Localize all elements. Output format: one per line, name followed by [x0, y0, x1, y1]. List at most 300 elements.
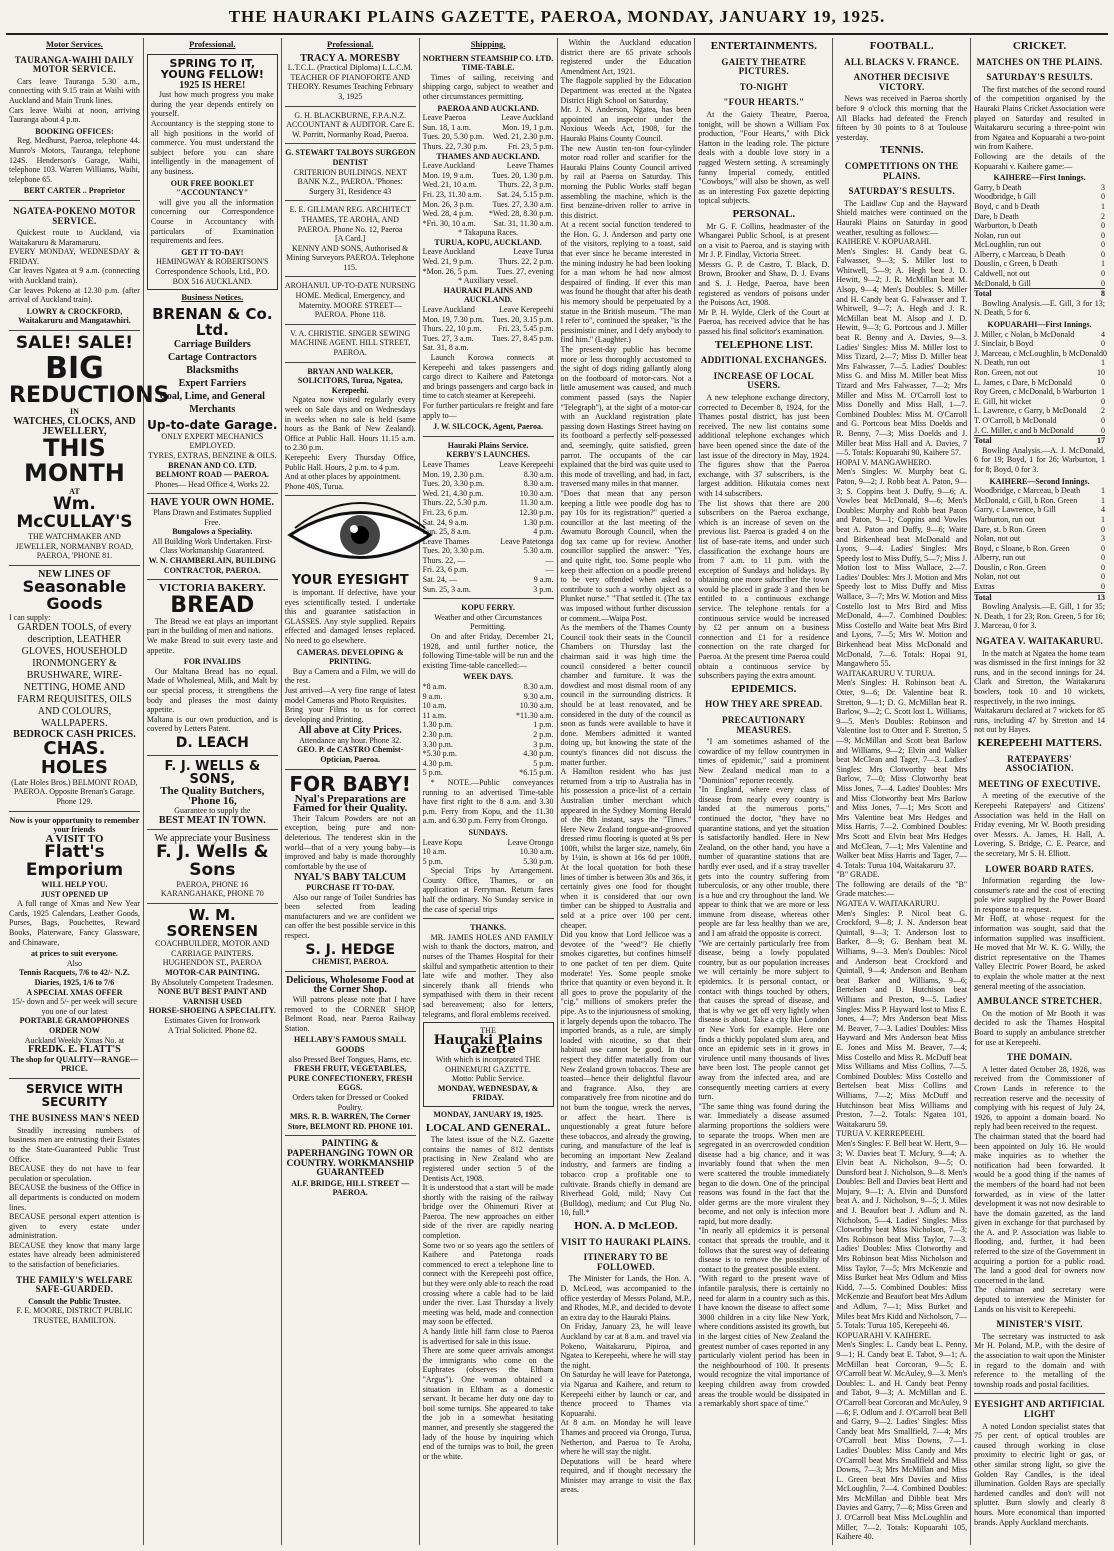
score-row-cell: Dare, st. b Ron. Green [974, 524, 1046, 534]
timetable-hauraki [423, 305, 554, 353]
divider [974, 1393, 1105, 1394]
score-row-cell: 1 [1101, 387, 1105, 397]
article-text: "I am sometimes ashamed of the cowardice of my fellow countrymen in times of epidemic," said a prominent New Zealand medical man to a "Dominion" reporter recently. "In England, where every class of disease from nearly every country is landed at the numerous ports," continued the doctor, "they have no quarantine stations, and yet the situation is satisfactorily handled. Here in New Zealand, on the other hand, you have a number of quarantine stations that are hardly ever used, and if a stray traveller gets into the country suffering from tuberculosis, or any other trouble, there is a hue and cry throughout the land. We appear to think that we are more or less immune from disease, whereas other people are far less healthy than we are, and I am afraid the opposite is correct. "We are certainly particularly free from disease, being a lowly populated country, but as our population increases we will certainly be more subject to epidemics. It is personal contact, or contact with things touched by others, that causes the spread of disease, and that is why we get off very lightly when disease is about. Take a city like London or New York for example. Here one finds a thickly populated slum area, and once an epidemic sets in it grows in virulence until many thousands of lives have been lost. The people cannot get away from the infected area, and are consequently meeting carriers at every turn. "The same thing was found during the war. Immediately a disease assumed alarming proportions the soldiers were to separate the troops. When men are segregated in an overcrowded condition disease had a big chance, and it was invariably found that when the men were scattered the trouble immediately began to die down. One of the principal reasons was found in the fact that the older germs are the more virulent they become, and not only is infection more rapid, but more deadly. "In nearly all epidemics it is personal contact that spreads the trouble, and it follows that the surest way of defeating disease is to remove the possibility of contact to the greatest possible extent. "With regard to the present wave of infantile paralysis, there is certainly no need for alarm in a country such as this. I have known the disease to affect some 3000 children in a city like New York, where conditions assisted its growth, but in the largest cities of New Zealand the greatest number of cases reported in any particularly violent period has been in the neighbourhood of 100. It presents would recognize the vital importance of keeping children away from crowded areas the trouble would be dissipated in a remarkably short space of time." [698, 737, 830, 1409]
score-row-cell: Warburton, b Death [974, 221, 1038, 231]
timetable-row-cell: 5.30 p.m. [523, 856, 554, 866]
timetable-row [423, 257, 554, 267]
timetable-row-cell: 5 p.m. [533, 758, 554, 768]
ad-text: Times of sailing, receiving and shipping cargo, subject to weather and other circumstances permitting. [422, 72, 554, 101]
timetable-sundays [423, 838, 554, 867]
timetable-row-cell: *5.30 p.m. [422, 749, 457, 759]
divider [285, 362, 416, 363]
score-row-cell: 0 [1101, 221, 1105, 231]
timetable-row-cell: 4.30 p.m. [422, 758, 453, 768]
gazette-title: Hauraki Plains Gazette [433, 1032, 543, 1058]
timetable-row [423, 518, 554, 528]
ad-text: Their Talcum Powders are not an exception, being pure and non-deleterious. The tenderest skin in the world—that of a very young baby—is improved and baby is made thoroughly comfortable by the use of [284, 813, 416, 871]
ad-subhead: Delicious, Wholesome Food at the Corner Shop. [286, 974, 415, 996]
big-headline: BIG [45, 350, 104, 386]
timetable-row-cell: 5 p.m. [422, 768, 443, 778]
ad-subhead: MOTOR-CAR PAINTING. [165, 968, 260, 978]
score-row-cell: 4 [1101, 505, 1105, 515]
ad-subhead: PORTABLE GRAMOPHONES [19, 1016, 130, 1026]
ad-text: E. E. GILLMAN REG. ARCHITECT THAMES, TE AROHA, AND PAEROA. Phone No. 12, Paeroa [289, 205, 411, 234]
article-subhead: RATEPAYERS' ASSOCIATION. [1005, 753, 1074, 774]
score-row-cell: 1 [1101, 486, 1105, 496]
timetable-row-cell: Thurs. 22, 5.30 p.m. [422, 498, 488, 508]
timetable-row-cell: 10 a.m. [422, 847, 447, 857]
ad-proprietor: LOWRY & CROCKFORD, Waitakaruru and Mangatawhiri. [18, 306, 131, 326]
supply-list: GARDEN TOOLS, of every description, LEATHER GLOVES, HOUSEHOLD IRONMONGERY & BRUSHWARE, WIRE-NETTING, HOME AND FARM REQUISITES, OILS AND COLOURS, WALLPAPERS. [17, 622, 132, 730]
column-entertainments [695, 38, 833, 1545]
timetable-row-cell: Wed. 21, 2.30 p.m. [492, 132, 554, 142]
baby-headline: FOR BABY! [289, 771, 411, 796]
score-row-cell: N. Death, run out [974, 358, 1030, 368]
ad-subhead: NEW LINES OF [38, 568, 111, 580]
ad-address: HEMINGWAY & ROBERTSON'S Correspondence Schools, Ltd., P.O. BOX 516 AUCKLAND. [155, 257, 270, 286]
ad-subhead: BOOKING OFFICES: [35, 126, 114, 136]
ad-address: COACHBUILDER, MOTOR AND CARRIAGE PAINTERS. HUGHENDON ST., PAEROA [155, 939, 270, 968]
timetable-row [423, 305, 554, 315]
timetable-row-cell: *Fri. 30, 10 a.m. [422, 218, 476, 228]
article-subhead: ANOTHER DECISIVE VICTORY. [853, 72, 950, 92]
timetable-row-cell: Leave Kopu [422, 837, 462, 847]
timetable-row-cell: Sat. 31, 8 a.m. [422, 343, 469, 353]
article-subhead: PRECAUTIONARY MEASURES. [722, 715, 806, 735]
score-row [974, 368, 1105, 378]
timetable-row [423, 546, 554, 556]
score-row [974, 406, 1105, 416]
article-subhead: SATURDAY'S RESULTS. [848, 186, 955, 197]
divider [9, 811, 140, 812]
score-row-cell: 1 [1101, 201, 1105, 211]
bowling-analysis: Bowling Analysis.—A. J. McDonald, 6 for 19; Boyd, 1 for 26; Warburton, 1 for 8; Boyd, 0 for 3. [974, 445, 1105, 474]
divider [423, 598, 554, 599]
ad-subhead: TIME-TABLE. [461, 63, 515, 73]
column-shipping [420, 38, 558, 1545]
section-heading: TENNIS. [879, 144, 924, 157]
timetable-row [423, 585, 554, 595]
ad-text: V. A. CHRISTIE. SINGER SEWING MACHINE AGENT. HILL STREET, PAEROA. [290, 328, 411, 358]
bread-headline: BREAD [170, 592, 255, 618]
ad-subhead: NONE BUT BEST PAINT AND VARNISH USED [157, 987, 267, 1006]
timetable-row [423, 315, 554, 325]
timetable-row [423, 180, 554, 190]
wells-name: F. J. WELLS & SONS, [164, 758, 261, 788]
score-total-row-cell: 8 [1101, 289, 1105, 299]
timetable-row [423, 749, 554, 759]
score-row [974, 279, 1105, 289]
article-subhead: MATCHES ON THE PLAINS. [976, 56, 1103, 67]
mccullay-name: Wm. McCULLAY'S [16, 494, 133, 533]
ad-title: KOPU FERRY. [461, 603, 515, 613]
article-text: The Laidlaw Cup and the Hayward Shield matches were continued on the Hauraki Plains on Saturday in good weather, resulting as follows:— KAIHERE V. KOPUARAHI. Men's Singles: H. Candy beat G. Falwasser, 9—3; S. Miller lost to Whitwell, 5—9; A. Hegh beat J. D. Hewitt, 9—2; J. R. McMillan beat M. Alsop, 9—4; Men's Doubles: S. Miller and H. Candy beat G. Falwasser and T. Whitwell, 9—7; A. Hegh and J. R. McMillan beat M. Alsop and J. D. Hewitt, 9—3; G. Portcous and J. Miller beat R. Benny and A. Davies, 9—3. Ladies' Singles: Miss M. Miller lost to Miss Tizard, 2—7; Miss D. Miller beat Mrs Falwasser, 7—5. Ladies' Doubles: Miss G. and Miss M. Miller beat Miss Tizard and Mrs Falwasser, 7—2; Mrs Miller and Miss M. O'Carroll lost to Miss Donelly and Miss Hall, 1—7. Combined Doubles: Miss M. O'Carroll and G. Portcous beat Miss Doelds and R. Benny, 7—3; Miss Doelds and J. Miller beat Miss Hall and A. Davies, 7—5. Totals: Kopuarahi 90, Kaihere 57. HOPAI V. MANGAWHERO. Men's Singles: W. Murphy beat G. Paton, 9—2; J. Robb beat A. Paton, 9—3; S. Coppins beat J. Duffy, 9—6; A. Vowles beat McDonald, 9—6; Men's Doubles: Murphy and Robb beat Paton and Paton, 9—1; Coppins and Vowles beat A. Paton and Duffy, 9—6; Waite and Birkenhead beat McDonald and Lyons, 9—4. Ladies' Singles: Mrs Speedy lost to Miss Duffy, 5—7; Miss J. Motion lost to Miss Wallace, 2—7. Ladies' Doubles: Mrs J. Motion and Mrs Speedy lost to Miss Duffy and Miss Wallace, 3—7; Mrs W. Motion and Miss Costello lost to Mrs Bird and Miss McDonald, 4—7. Combined Doubles: Miss Costello and Waite beat Mrs Bird and Lyons, 7—5; Mrs W. Motion and Birkenhead beat Miss McDonald and McDonald, 7—6. Totals: Hopai 91, Mangawhero 55. WAITAKARURU V. TURUA. Men's Singles: H. Robinson beat A. Otter, 9—6; Dr. Valentine beat R. Stretton, 9—1; D. G. McMillan beat R. Barlow, 9—2; C. Scott lost L. Williams, 9—5. Men's Doubles: Robinson and Valentine lost to Otter and F. Stretton, 5—9; McMillan and Scott beat Barlow and Williams, 9—2; Elvin and Walker beat McClean and Tager, 7—3. Ladies' Singles: Mrs Clotworthy beat Mrs Barlow, 7—0; Miss Clotworthy beat Miss Jones, 7—4. Ladies' Doubles: Mrs and Miss Clotworthy beat Mrs Barlow and Miss Jones, 7—1; Mrs Scott and Mrs Valentine beat Mrs Hedges and Miss Harris, 7—2. Combined Doubles: Mrs Scott and Elvin beat Mrs Hedges and McClean, 7—1; Mrs Valentine and Walker beat Miss Harris and Tager, 7—4. Totals: Turua 104, Waitakaruru 37. "B" GRADE. The following are details of the "B" Grade matches:— NGATEA V. WAITAKARURU. Men's Singles: P. Nicol beat G. Crockford, 9—8; J. N. Anderson beat Quintall, 9—3; T. Anderson lost to Barker, 8—9; G. Benham beat M. Williams, 9—3. Men's Doubles: Nicol and Anderson beat Crockford and Quintall, 9—4; Anderson and Benham beat Barker and Williams, 9—6; Bertelsen and D. Hutchison beat Williams and Preston, 9—5. Ladies' Singles: Miss P. Hayward lost to Miss E. Jones, 4—7; Mrs Anderson beat Miss M. Beaver, 7—3. Ladies' Doubles: Miss Hayward and Mrs Anderson beat Miss E. Jones and Miss M. Beaver, 7—4; Miss Costello and Miss R. McDuff beat Miss Williams and Miss Collins, 7—5. Combined Doubles: Miss Costello and Bertelsen beat Miss Collins and Williams, 7—2; Miss McDuff and Hutchinson beat Miss Williams and Preston, 7—2. Totals: Ngatea 101, Waitakaruru 59. TURUA V. KERREPEEHI. Men's Singles: F. Bell beat W. Hertt, 9—3; W. Davies beat T. McJury, 9—4; A. Elvin beat A. Nicholson, 9—5; O. Dunsford beat J. Nicholson, 9—8. Men's Doubles: Bell and Davies beat Hertt and Mujary, 9—1; A. Elvin and Dunsford beat A. and J. Nicholson, 9—5; J. Miles and J. Beaufort beat J. Adlum and N. Nicholson, 5—4. Ladies' Singles: Miss Clotworthy beat Miss Nicholson, 7—3; Mrs Robinson beat Miss Taylor, 7—3. Ladies' Doubles: Miss Clotworthy and Mrs Robinson beat Miss Nicholson and Miss Taylor, 7—5; Mrs McKenzie and Miss Burket beat Mrs Odlum and Miss Kidd, 7—5. Combined Doubles: Miss McKenzie and Beaufort beat Mrs Adlum and Adlum, 7—1; Miss Burket and Miles beat Mrs Kidd and Nicholson, 7—5. Totals: Turua 105, Kerepeehi 46. KOPUARAHI V. KAIHERE. Men's Singles: L. Candy beat L. Penny, 9—1; H. Candy beat E. Tabot, 9—1; A. McMillan beat Corcoran, 9—5; E. O'Carroll beat W. McAuley, 9—3. Men's Doubles: L. and H. Candy beat Penny and Tabot, 9—3; A. McMillan and E. O'Carroll beat Corcoran and McAuley, 9—6; F. Odlum and J. O'Carroll beat Bell and Garry, 9—2. Ladies' Singles: Miss Candy beat Mrs Smallfield, 7—4; Mrs O'Carroll beat Miss Downs, 7—1. Ladies' Doubles: Miss Candy and Mrs O'Carroll beat Mrs Smallfield and Miss Downs, 7—3; Mrs McMillan and Miss L. Green beat Mrs Davies and Miss McLoughlin, 7—4. Combined Doubles: Mrs McMillan and Dibble beat Mrs Davies and Garry, 7—6; Miss Green and J. O'Carroll beat Miss McLoughlin and Miller, 7—2. Totals: Kopuarahi 105, Kaihere 40. [836, 198, 968, 1542]
score-row-cell: 1 [1101, 495, 1105, 505]
timetable-row-cell: Tues. 20, 3.30 p.m. [422, 479, 485, 489]
ad-subhead: The Quality Butchers, [160, 784, 265, 797]
column-professional-ads [144, 38, 282, 1545]
article-text: A new telephone exchange directory, corrected to December 8, 1924, for the Thames postal district, has just been received. The new list contains some additional telephone exchanges which have been opened since the date of the last issue of the directory in May, 1924. The figures show that the Paeroa exchange, with 37 subscribers, is the largest addition. Hikutaia comes next with 14 subscribers. The list shows that there are 200 subscribers on the Paeroa exchange, which is an increase of seven on the previous list. Paeroa is graded 4 on the list of base-rate items, and under such classification the exchange hours are from 7 a.m. to 11 p.m. with the exception of Sundays and holidays. By obtaining one more subscriber the town would be placed in grade 3 and then be entitled to a continuous exchange service. The telephone rentals for a continuous service would be increased by £2 per annum on a business connection and £1 for a residence connection on the rate charged for Paeroa. At the present time Paeroa could obtain a continuous service by subscribers paying the extra amount. [698, 393, 830, 681]
score-row-cell: J. Sinclair, b Boyd [974, 339, 1034, 349]
seasonable-goods: Seasonable Goods [22, 577, 127, 614]
flatts-name: Flatt's Emporium [25, 842, 124, 881]
score-row-cell: Alberry, run out [974, 553, 1026, 563]
divider [9, 565, 140, 566]
ad-subhead: HORSE-SHOEING A SPECIALITY. [148, 1006, 276, 1016]
ad-text: Motto: Public Service. [451, 1074, 525, 1084]
ad-subhead: VICTORIA BAKERY. [159, 582, 266, 595]
ad-text: Attendance any hour. Phone 32. [299, 735, 402, 745]
score-row-cell: 0 [1101, 192, 1105, 202]
article-subhead: AMBULANCE STRETCHER. [977, 996, 1103, 1007]
timetable-row-cell: Leave Kerepeehi [499, 305, 554, 315]
article-subhead: VISIT TO HAURAKI PLAINS. [561, 1236, 691, 1247]
ad-title: BRYAN AND WALKER, SOLICITORS, Turua, Ngatea, Kerepeehi. [297, 366, 403, 395]
ad-text: Guarantee to supply the [174, 806, 251, 816]
timetable-row-cell: *6.15 p.m. [519, 768, 554, 778]
score-row [974, 553, 1105, 563]
score-total-row-cell: Total [974, 289, 992, 299]
ad-subhead: JUST OPENED UP [40, 889, 109, 899]
ad-title: NGATEA-POKENO MOTOR SERVICE. [13, 205, 136, 226]
timetable-row-cell: Tues. 20, 3.30 p.m. [422, 546, 485, 556]
article-text: Within the Auckland education district there are 65 private schools registered under the Education Amendment Act, 1921. The flagpole supplied by the Education Department was erected at the Ngatea District High School on Saturday. Mr. J. N. Anderson, Ngatea, has been appointed an inspector under the Noxious Weeds Act, 1908, for the Hauraki Plains County Council. The new Austin ten-ton four-cylinder motor road roller and scarifier for the Hauraki Plains County Council arrived by rail at Paeroa on Saturday. This morning the Public Works staff began assembling the machine, which is the first benzine-driven roller to arrive in this district. At a recent social function tendered to the Hon. G. J. Anderson and party one of the visitors, replying to a toast, said that ever since he became interested in the mining industry he had been looking for a man whom he had now almost despaired of finding. If ever this man was found he thought that after his death his memory should be perpetuated by a statue in the British museum. "The man I refer to", continued the speaker, "is the pessimistic miner, and I defy anybody to find him." (Laughter.) The present-day public has become more or less thoroughly accustomed to the sight of dogs riding gallantly along on the footboard of motor-cars. Not a little amusement was caused, and much comment passed (says the Napier "Telegraph"), at the sight of a motor-car with an Auckland registration plate passing down Hastings Street having on its footboard a perfectly self-possessed and, seemingly, quite satisfied, green parrot. The occupants of the car explained that the bird was quite used to this mode of travelling, and had, in fact, traversed many miles in that manner. "Does that mean that any person keeping a little wee poodle dog has to pay 10s for its registration?" queried a councillor at the last meeting of the Awamutu Borough Council, when the dog tax came up for review. Another councillor supplied the answer: "Yes, and quite right, too. Some people who keep their affection on a poodle pretend to be very offended when asked to contribute to such a worthy object as a Plunket nurse." "That settled it. (The tax was imposed without further discussion or comment.—Waipa Post. As the members of the Thames County Council took their seats in the Council Chambers on Thursday last the chairman said it was high time the council considered a better council chamber and furniture. It was the dowdiest and most dismal room of any council in the surrounding districts. It should be at least renovated, and be considered in the duty of the council as soon as funds were available to have it done. Members admitted it wanted doing up, but knowing the state of the county's finances did not discuss the matter further. A Hamilton resident who has just returned from a trip to Australia has in his possession a price-list of a certain Australian timber merchant which appeared in the Sydney Morning Herald of the 8th instant, says the "Times." Here New Zealand tongue-and-grooved dressed rimu flooring is quoted at 9s per 100ft, whilst the larger size, namely, 6in by 1¼in, is shown at 16s 6d per 100ft. At the local quotation for both these lines of timber is between 30s and 36s, it certainly gives one food for thought when it is considered that our own timber can be shipped to Australia and sold at a price over 100 per cent. cheaper. Did you know that Lord Jellicoe was a devotee of the "weed"? He chiefly smokes cigarettes, but confines himself to one packet of ten per diem. Quite moderate! Yes. Some people smoke thrice that quantity or even beyond it. It all goes to prove the popularity of the "cig." millions of smokers prefer the pipe. As to the injuriousness of smoking, it largely depends upon the tobacco. The imported brands, as a rule, are simply loaded with nicotine, so that their habitual use cannot be good. In that respect they differ materially from our New Zealand grown tobaccos. These are toasted—hence their delightful flavour and fragrance. Also, they are comparatively free from nicotine and do not burn the tongue, wreck the nerves, or affect the heart. There is unquestionably a great future before these tobaccos, and already the growing, curing, and manufacture of the leaf is becoming an important New Zealand industry, and farmers are finding a tobacco crop a profitable one to cultivate. Brands chiefly in demand are Riverhead Gold, mild; Navy Cut (Bulldog), medium; and Cut Plug No. 10, full.* [560, 38, 692, 1218]
timetable-row-cell: Fri. 23, 5 p.m. [507, 141, 554, 151]
timetable-weekdays [423, 682, 554, 778]
ad-subhead: HELLABY'S FAMOUS SMALL GOODS [294, 1035, 407, 1055]
ad-text: Weather and other Circumstances Permitting. [434, 612, 542, 632]
timetable-row-cell: Tues. 20, 1.30 p.m. [492, 170, 554, 180]
ad-title: TRACY A. MORESBY [300, 52, 401, 64]
timetable-row-cell: 2 p.m. [533, 729, 554, 739]
timetable-row [423, 113, 554, 123]
ad-text: Phones— Head Office 4, Works 22. [154, 479, 270, 489]
ad-subhead: Tennis Racquets, 7/6 to 42/- N.Z. Diaries, 1925, 1/6 to 7/6 [19, 968, 130, 988]
sorensen-name: W. M. SORENSEN [166, 905, 259, 940]
timetable-row-cell: Wed. 21, 4.30 p.m. [422, 488, 484, 498]
article-text: A letter dated October 28, 1926, was received from the Commissioner of Crown Lands in reference to the recreation reserve and the necessity of complying with his request of July 24, 1926, to appoint a domain board. No reply had been received to the request. The chairman stated that the board had been appointed on July 16. He would make inquiries as to whether the notification had been forwarded. It would be a good thing if the names of the members of the board had not been forwarded, as in view of the latter development it was not now desirable to have the domain gazetted, as the land given in exchange for that purchased by the A. and P. Association was liable to flooding, and, further, it had been referred to the size of the Government in acquiring a portion for a public road. The land a good deal for owners now concerned in the land. The chairman and secretary were deputed to interview the Minister for Lands on his visit to Kerepeehi. [974, 1064, 1105, 1314]
column-heading: Motor Services. [45, 39, 103, 49]
timetable-row-cell: Sun. 25, 3 a.m. [422, 584, 471, 594]
timetable-row-cell: Tues. 20, 3.15 p.m. [492, 314, 554, 324]
timetable-row [423, 132, 554, 142]
ad-text: On and after Friday, December 21, 1928, and until further notice, the following Time-table will be run and the existing Time-table cancelled:— [422, 632, 554, 670]
column-heading: Professional. [327, 39, 374, 49]
ad-subhead: WILL HELP YOU. [41, 880, 108, 890]
ad-text: By Absolutely Competent Tradesmen. [151, 977, 274, 987]
wells-name-2: F. J. Wells & Sons [156, 841, 269, 880]
ad-address: ALF. BRIDGE, HILL STREET — PAEROA. [291, 1178, 410, 1198]
ad-text: TYRES, EXTRAS, BENZINE & OILS. [147, 451, 277, 461]
score-total-row-cell: 17 [1097, 436, 1105, 446]
timetable-row-cell: 3 p.m. [533, 584, 554, 594]
article-text: The first matches of the second round of the competition organised by the Hauraki Plains Cricket Association were played on Saturday and resulted in Waitakaruru securing a three-point win from Ngatea and Kopuarahi a two-point win from Kaihere. Following are the details of the Kopuarahi v. Kaihere game:— [974, 84, 1105, 171]
ad-text: Special Trips by Arrangement. County Office, Thames, or on application at Ferryman. Return fares half the ordinary. No Sunday service in the case of special trips [422, 866, 554, 914]
timetable-row-cell: Sat. 24, — [422, 575, 457, 585]
timetable-row-cell: 3 p.m. [533, 739, 554, 749]
section-heading: HON. A. D McLEOD. [574, 1220, 678, 1233]
score-row [974, 202, 1105, 212]
score-row-cell: 1 [1101, 514, 1105, 524]
article-subhead: ALL BLACKS V. FRANCE. [844, 56, 960, 67]
timetable-row-cell: 9.30 a.m. [523, 691, 554, 701]
score-row-cell: E. Gill, hit wicket [974, 396, 1032, 406]
timetable-row [423, 334, 554, 344]
ad-text: Ngatea now visited regularly every week on Sale days and on Wednesdays in weeks when no sale is held (same hours as the Bank of New Zealand). Office at Public Hall. Hours 11.15 a.m. to 2.30 p.m. Kerepeehi: Every Thursday Office, Public Hall. Hours, 2 p.m. to 4 p.m. And at other places by appointment. Phone 40S, Turua. [284, 395, 416, 491]
timetable-row-cell: Tues. 27, 8.45 p.m. [492, 333, 554, 343]
timetable-row-cell: Leave Orongo [507, 837, 554, 847]
ad-text: Plans Drawn and Estimates Supplied Free. [153, 508, 272, 527]
score-row-cell: Nolan, run out [974, 230, 1021, 240]
timetable-row-cell: 12.30 p.m. [519, 507, 554, 517]
timetable-paeroa [423, 113, 554, 151]
ad-text: Cars leave Tauranga 5.30 a.m., connecting with 9.15 train at Waihi with Auckland and Main Trunk lines. Cars leave Waihi at noon, arriving Tauranga about 4 p.m. [9, 76, 140, 125]
ad-text: Buy a Camera and a Film, we will do the rest. Just arrived—A very fine range of latest model Cameras and Photo Requisites. Bring your Films to us for correct developing and Printing. [284, 666, 416, 724]
score-row-cell: 10 [1097, 368, 1105, 377]
ad-subhead: PURCHASE IT TO-DAY. [306, 883, 395, 893]
ad-address: F. E. MOORE, DISTRICT PUBLIC TRUSTEE, HAMILTON. [16, 1306, 133, 1326]
article-subhead: HOW THEY ARE SPREAD. [705, 699, 823, 710]
ad-subhead: NYAL'S BABY TALCUM [294, 872, 407, 884]
ad-subhead: A SPECIAL XMAS OFFER [26, 987, 123, 997]
timetable-row-cell: Fri. 23, 5.45 p.m. [497, 324, 554, 334]
ad-subhead: Bungalows a Speciality. [172, 527, 253, 537]
score-row-cell: 3 [1101, 534, 1105, 544]
timetable-row-cell: Sun. 25, 8 a.m. [422, 527, 471, 537]
ad-subhead: OUR FREE BOOKLET "ACCOUNTANCY" [170, 178, 254, 198]
ad-text: CRITERION BUILDINGS. NEXT BANK N.Z., PAEROA. 'Phones: Surgery 31, Residence 43 [293, 167, 407, 196]
timetable-row-cell: Sat. 24, 9 a.m. [422, 517, 469, 527]
score-row-cell: 0 [1101, 415, 1105, 425]
timetable-row [423, 720, 554, 730]
timetable-title: THAMES AND AUCKLAND. [436, 151, 540, 161]
ad-address: MRS. R. B. WARREN, The Corner Store, BELMONT RD. PHONE 101. [287, 1112, 413, 1131]
divider [285, 971, 416, 972]
timetable-row-cell: Mon. 19, 9 a.m. [422, 170, 474, 180]
score-row-cell: 0 [1101, 339, 1105, 349]
timetable-row-cell: Leave Auckland [422, 161, 475, 171]
timetable-row-cell: Tues. 20, 5.30 p.m. [422, 132, 485, 142]
timetable-row-cell: 4.30 p.m. [523, 749, 554, 759]
score-row-cell: 0 [1101, 278, 1105, 288]
reductions-headline: REDUCTIONS [9, 383, 170, 409]
timetable-row-cell: Mon. 19, 2.30 p.m. [422, 469, 484, 479]
score-row [974, 525, 1105, 535]
timetable-row-cell: *11.30 a.m. [516, 710, 554, 720]
score-row-cell: 0 [1101, 249, 1105, 259]
ad-subhead: The shop for QUALITY—RANGE—PRICE. [10, 1054, 139, 1074]
score-row [974, 231, 1105, 241]
timetable-row-cell: 10.30 a.m. [519, 488, 554, 498]
timetable-row [423, 730, 554, 740]
timetable-row-cell: 3.30 p.m. [422, 739, 453, 749]
divider [285, 495, 416, 496]
score-row [974, 269, 1105, 279]
score-row-cell: Garry, c Lawrence, b Gill [974, 505, 1056, 515]
timetable-row-cell: — [545, 565, 554, 575]
ad-address: (Late Holes Bros.) BELMONT ROAD, PAEROA. Opposite Brenan's Garage. Phone 129. [11, 777, 138, 807]
timetable-row-cell: Leave Auckland [501, 113, 554, 123]
timetable-row-cell: Leave Turua [513, 247, 554, 257]
timetable-row-cell: Leave Paeroa [422, 113, 466, 123]
article-subhead: ITINERARY TO BE FOLLOWED. [583, 1252, 669, 1272]
divider [285, 769, 416, 770]
ad-subhead: MONDAY, JANUARY 19, 1925. [433, 1109, 543, 1119]
divider [147, 903, 278, 904]
article-text: Information regarding the low-consumer's rate and the cost of erecting pole wire supplied by the Power Board in response to a request. Mr Hoff, at whose request for the information was sought, said that the information supplied was insufficient. He moved that Mr W. K. G. Willy, the district representative on the Thames Valley Electric Power Board, be asked to explain the whole matter at the next general meeting of the association. [974, 876, 1105, 991]
score-row-cell: Boyd, c Sloane, b Ron. Green [974, 543, 1070, 553]
timetable-row-cell: 9 a.m. [422, 691, 443, 701]
ad-subhead: CAMERAS. DEVELOPING & PRINTING. [296, 647, 404, 667]
ad-proprietor: BERT CARTER .. Proprietor [23, 186, 125, 196]
columns [6, 38, 1108, 1545]
timetable-row-cell: 8.30 a.m. [523, 479, 554, 489]
score-row [974, 572, 1105, 582]
timetable-thames [423, 161, 554, 228]
timetable-row-cell: 1.30 p.m. [523, 517, 554, 527]
timetable-title: HAURAKI PLAINS AND AUCKLAND. [443, 285, 533, 305]
score-row-cell: 0 [1101, 562, 1105, 572]
score-row-cell: J. Miller, c Nolan, b McDonald [974, 329, 1075, 339]
score-row-cell: Garry, b Death [974, 182, 1022, 192]
timetable-row [423, 190, 554, 200]
timetable-row-cell: 8.30 a.m. [523, 682, 554, 691]
timetable-row-cell: Fri. 23, 6 p.m. [422, 507, 469, 517]
timetable-row-cell: Mon. 26, 3 p.m. [422, 199, 474, 209]
divider [9, 1078, 140, 1079]
timetable-row [423, 489, 554, 499]
article-subhead: NGATEA V. WAITAKARURU. [975, 636, 1104, 647]
sale-headline: SALE! SALE! [15, 333, 133, 354]
timetable-row [423, 200, 554, 210]
brenan-name: BRENAN & Co. Ltd. [152, 304, 273, 339]
score-row-cell: 0 [1102, 348, 1107, 358]
divider [147, 829, 278, 830]
score-row-cell: 0 [1101, 377, 1105, 387]
score-row-cell: Warburton, run out [974, 514, 1036, 524]
bowling-analysis: Bowling Analysis.—E. Gill, 3 for 13; N. Death, 5 for 6. [974, 298, 1105, 318]
ad-text: Launch Korowa connects at Kerepeehi and takes passengers and cargo direct to Kaihere and Patetonga and brings passengers and cargo back in time to catch steamer at Kerepeehi. For further particulars re freight and fare apply to— [422, 353, 554, 420]
timetable-row-cell: 9 a.m. [533, 575, 554, 585]
timetable-row [423, 711, 554, 721]
timetable-row-cell: Sat. 31, 11.30 a.m. [493, 218, 554, 228]
hedge-name: S. J. HEDGE [305, 941, 395, 958]
timetable-row-cell: Fri. 23, 6 p.m. [422, 565, 469, 575]
timetable-row [423, 768, 554, 778]
timetable-row-cell: Thurs. 22, — [422, 555, 466, 565]
service-headline: SERVICE WITH SECURITY [25, 1081, 123, 1109]
timetable-row-cell: Fri. 23, 11.30 a.m. [422, 189, 482, 199]
timetable-row [423, 701, 554, 711]
score-row-cell: 2 [1101, 406, 1105, 416]
score-row-cell: 0 [1101, 396, 1105, 406]
timetable-row [423, 692, 554, 702]
scorecard-total [974, 288, 1105, 299]
ad-text: G. H. BLACKBURNE, F.P.A.N.Z. ACCOUNTANT & AUDITOR. Care E. W. Porritt, Normanby Road, Paeroa. [286, 110, 415, 139]
divider [423, 918, 554, 919]
ad-text: Steadily increasing numbers of business men are entrusting their Estates to the State-Guaranteed Public Trust Office. BECAUSE they do not have to fear peculation or speculation. BECAUSE the business of the Office in all departments is conducted on modern lines. BECAUSE personal expert attention is given to every estate under administration. BECAUSE they know that many large estates have already been administered to the satisfaction of beneficiaries. [9, 1125, 140, 1270]
article-subhead: INCREASE OF LOCAL USERS. [713, 370, 814, 391]
article-subhead: SATURDAY'S RESULTS. [986, 72, 1093, 83]
article-subhead: THE DOMAIN. [1006, 1052, 1073, 1063]
timetable-row-cell: *Mon. 26, 5 p.m. [422, 266, 478, 276]
divider [285, 276, 416, 277]
scorecard-total [974, 435, 1105, 446]
ad-text: [A Card.] [335, 234, 366, 244]
article-text: Mr G. F. Collins, headmaster of the Whangarei Public School, is at present on a visit to Paeroa, and is staying with Mr J. P. Findlay, Victoria Street. Messrs G. P. de Castro, T. Black, D. Brown, Brooker and Shaw, D. J. Evans and S. J. Hedge, Paeroa, have been registered as vendors of poisons under the Poisons Act, 1908. Mr P. H. Wylde, Clerk of the Court at Paeroa, has received advice that he has passed his final solicitor's examination. [698, 221, 830, 337]
timetable-row-cell: 10.30 a.m. [519, 701, 554, 711]
section-heading: FOOTBALL. [869, 40, 934, 52]
timetable-row-cell: Thurs. 22, 7.30 p.m. [422, 141, 488, 151]
ad-text: * Auxiliary vessel. [458, 276, 518, 286]
gazette-the: THE [480, 1026, 496, 1036]
ad-subhead: BEST MEAT IN TOWN. [158, 814, 266, 826]
score-row-cell: Caldwell, not out [974, 269, 1030, 279]
timetable-row-cell: *8 a.m. [422, 682, 447, 691]
timetable-row [423, 740, 554, 750]
ad-subhead: WATCHES, CLOCKS, AND JEWELLERY, [13, 416, 136, 437]
score-row-cell: 0 [1101, 543, 1105, 553]
score-row [974, 250, 1105, 260]
score-row-cell: Alberry, c Marceau, b Death [974, 249, 1066, 259]
column-news [558, 38, 696, 1545]
section-heading: PERSONAL. [732, 207, 796, 220]
score-row [974, 330, 1105, 340]
timetable-row [423, 838, 554, 848]
score-row [974, 416, 1105, 426]
ad-subhead: ORDER NOW [48, 1026, 100, 1035]
bowling-analysis: Bowling Analysis.—E. Gill, 1 for 35; N. Death, 1 for 23; Ron. Green, 5 for 16; J. Marceau, 0 for 3. [974, 602, 1105, 631]
score-row [974, 486, 1105, 496]
timetable-row-cell: 4 p.m. [533, 527, 554, 537]
score-row-cell: L. Lawrence, c Garry, b McDonald [974, 406, 1087, 416]
column-football-tennis [833, 38, 971, 1545]
timetable-row [423, 123, 554, 133]
timetable-row-cell: Leave Auckland [422, 305, 475, 315]
score-row [974, 534, 1105, 544]
ad-text: We appreciate your Business [154, 833, 271, 845]
section-heading: LOCAL AND GENERAL. [425, 1121, 551, 1134]
score-row-cell: McDonald, c Gill, b Ron. Green [974, 495, 1078, 505]
month-headline: THIS MONTH [24, 434, 125, 488]
ad-text: Reg. Medhurst, Paeroa, telephone 44. Munro's Motors, Tauranga, telephone 124S. Henderson's Garage, Waihi, telephone 103. Warren Williams, Waihi, telephone 65. [9, 136, 140, 184]
ad-subhead: Now is your opportunity to remember your friends [9, 815, 140, 835]
score-row [974, 582, 1105, 592]
score-row-cell: 0 [1101, 572, 1105, 582]
timetable-kerby [423, 460, 554, 537]
timetable-row [423, 324, 554, 334]
timetable-row [423, 343, 554, 353]
score-row-cell: J. C. Miller, c and b McDonald [974, 425, 1074, 435]
ad-subhead: FRESH FRUIT, VEGETABLES, PURE CONFECTIONERY, FRESH EGGS. [287, 1064, 413, 1093]
score-row-cell: McDonald, b Gill [974, 278, 1031, 288]
innings-title: KOPUARAHI—First Innings. [987, 320, 1092, 330]
timetable-title: PAEROA AND AUCKLAND. [437, 103, 539, 113]
ad-text: KENNY AND SONS, Authorised & Mining Surveyors PAEROA. Telephone 115. [286, 243, 415, 272]
article-text: At the Gaiety Theatre, Paeroa, tonight, will be shown a William Fox production, "Four Hearts," with Dick Hatton in the leading role. The picture deals with a double love story in a rugged Western setting. A screamingly funny Imperial comedy, entitled "Cowboys," will also be shown, as well as an interesting Fox gazette depicting topical subjects. [698, 109, 830, 206]
score-row [974, 192, 1105, 202]
score-row-cell: L. James, c Dare, b McDonald [974, 377, 1072, 387]
ad-title: THE BUSINESS MAN'S NEED [9, 1113, 140, 1124]
accountancy-ad [147, 54, 278, 291]
ad-word: IN [69, 407, 79, 417]
ad-address: BRENAN AND CO. LTD. BELMONT ROAD — PAEROA. [155, 460, 270, 480]
score-row-cell: T. O'Carroll, b McDonald [974, 415, 1057, 425]
timetable-row [423, 209, 554, 219]
ad-title: NORTHERN STEAMSHIP CO. LTD. [422, 53, 554, 63]
score-row-cell: 1 [1101, 259, 1105, 269]
score-row [974, 426, 1105, 436]
